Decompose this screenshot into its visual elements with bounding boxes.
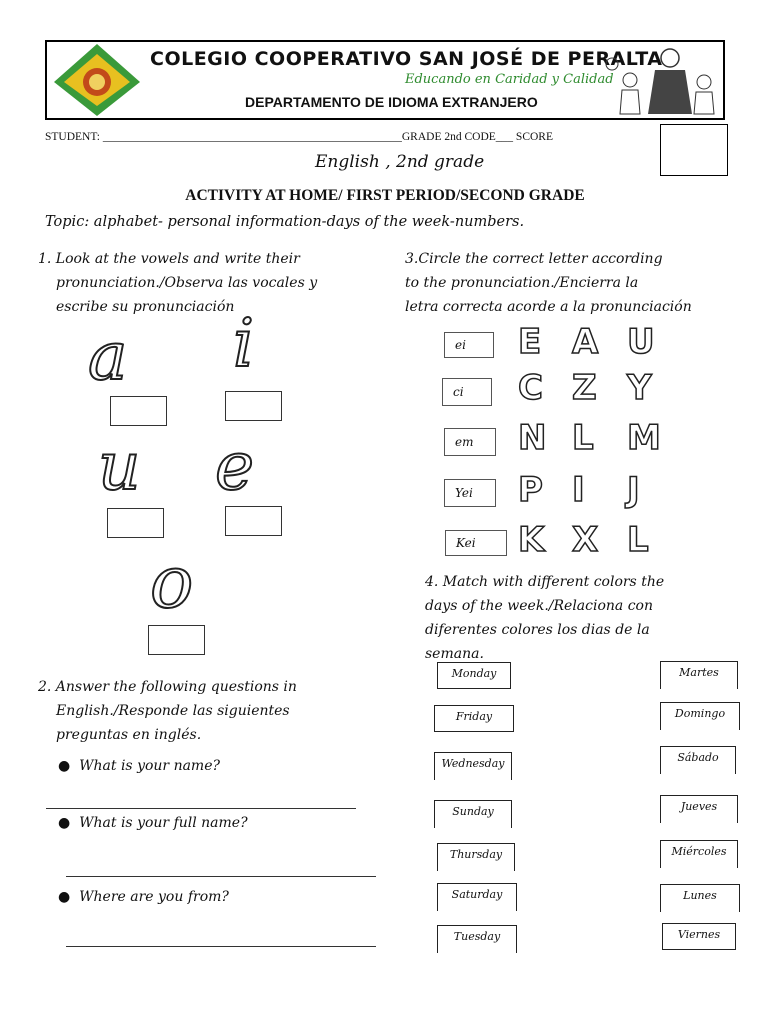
q3-line-1: 3.Circle the correct letter according bbox=[405, 251, 663, 267]
vowel-e: e bbox=[215, 428, 255, 505]
letter-option-m[interactable]: M bbox=[627, 418, 661, 458]
q4-line-2: days of the week./Relaciona con bbox=[425, 598, 653, 614]
vowel-o-answer-box[interactable] bbox=[148, 625, 205, 655]
answer-line-name[interactable] bbox=[46, 808, 356, 809]
day-english-saturday[interactable]: Saturday bbox=[437, 883, 517, 911]
day-spanish-miercoles[interactable]: Miércoles bbox=[660, 840, 738, 868]
day-english-thursday[interactable]: Thursday bbox=[437, 843, 515, 871]
day-english-sunday[interactable]: Sunday bbox=[434, 800, 512, 828]
letter-option-e[interactable]: E bbox=[518, 322, 542, 362]
q3-line-2: to the pronunciation./Encierra la bbox=[405, 275, 639, 291]
day-spanish-sabado[interactable]: Sábado bbox=[660, 746, 736, 774]
subject-subtitle: English , 2nd grade bbox=[315, 152, 485, 172]
shield-crest-logo-icon bbox=[50, 42, 145, 118]
question-1 bbox=[38, 247, 388, 319]
day-spanish-domingo[interactable]: Domingo bbox=[660, 702, 740, 730]
q1-line-3: escribe su pronunciación bbox=[56, 299, 235, 315]
letter-option-n[interactable]: N bbox=[518, 418, 547, 458]
letter-option-y[interactable]: Y bbox=[627, 368, 652, 408]
day-english-wednesday[interactable]: Wednesday bbox=[434, 752, 512, 780]
letter-option-c[interactable]: C bbox=[518, 368, 543, 408]
code-box-ci: ci bbox=[442, 378, 492, 406]
day-english-tuesday[interactable]: Tuesday bbox=[437, 925, 517, 953]
q2-line-1: 2. Answer the following questions in bbox=[38, 679, 297, 695]
score-box[interactable] bbox=[660, 124, 728, 176]
bullet-icon: ● bbox=[58, 889, 80, 905]
bullet-icon: ● bbox=[58, 758, 80, 774]
letter-option-u[interactable]: U bbox=[627, 322, 655, 362]
q1-line-2: pronunciation./Observa las vocales y bbox=[56, 275, 318, 291]
day-english-friday[interactable]: Friday bbox=[434, 705, 514, 732]
vowel-i: i bbox=[233, 305, 255, 382]
letter-option-x[interactable]: X bbox=[572, 520, 599, 560]
day-spanish-martes[interactable]: Martes bbox=[660, 661, 738, 689]
code-box-ei: ei bbox=[444, 332, 494, 358]
vowel-a: a bbox=[88, 318, 128, 395]
answer-line-full-name[interactable] bbox=[66, 876, 376, 877]
vowel-u: u bbox=[98, 428, 141, 505]
vowel-u-answer-box[interactable] bbox=[107, 508, 164, 538]
vowel-e-answer-box[interactable] bbox=[225, 506, 282, 536]
q1-line-1: 1. Look at the vowels and write their bbox=[38, 251, 300, 267]
q2-line-2: English./Responde las siguientes bbox=[56, 703, 290, 719]
department-name: DEPARTAMENTO DE IDIOMA EXTRANJERO bbox=[245, 94, 538, 110]
school-name: COLEGIO COOPERATIVO SAN JOSÉ DE PERALTA bbox=[150, 48, 663, 70]
q4-line-4: semana. bbox=[425, 646, 484, 662]
day-spanish-jueves[interactable]: Jueves bbox=[660, 795, 738, 823]
question-item-from bbox=[58, 889, 229, 905]
letter-option-k[interactable]: K bbox=[518, 520, 545, 560]
topic-line: Topic: alphabet- personal information-days of the week-numbers. bbox=[45, 214, 525, 230]
activity-title: ACTIVITY AT HOME/ FIRST PERIOD/SECOND GRADE bbox=[185, 187, 585, 204]
question-item-full-name bbox=[58, 815, 248, 831]
day-spanish-viernes[interactable]: Viernes bbox=[662, 923, 736, 950]
letter-option-p[interactable]: P bbox=[518, 470, 543, 510]
code-box-em: em bbox=[444, 428, 496, 456]
code-box-yei: Yei bbox=[444, 479, 496, 507]
priest-with-children-drawing-icon bbox=[600, 44, 722, 118]
q3-line-3: letra correcta acorde a la pronunciación bbox=[405, 299, 692, 315]
q2-line-3: preguntas en inglés. bbox=[56, 727, 202, 743]
code-box-kei: Kei bbox=[445, 530, 507, 556]
question-4 bbox=[425, 570, 755, 666]
question-from-text: Where are you from? bbox=[79, 889, 229, 905]
letter-option-l[interactable]: L bbox=[572, 418, 594, 458]
question-2 bbox=[38, 675, 378, 747]
answer-line-from[interactable] bbox=[66, 946, 376, 947]
letter-option-i[interactable]: I bbox=[572, 470, 585, 510]
q4-line-3: diferentes colores los dias de la bbox=[425, 622, 650, 638]
question-item-name bbox=[58, 758, 220, 774]
school-motto: Educando en Caridad y Calidad bbox=[405, 72, 614, 87]
question-3 bbox=[405, 247, 755, 319]
vowel-i-answer-box[interactable] bbox=[225, 391, 282, 421]
letter-option-z[interactable]: Z bbox=[572, 368, 597, 408]
letter-option-l[interactable]: L bbox=[627, 520, 649, 560]
letter-option-a[interactable]: A bbox=[572, 322, 599, 362]
student-info-line: STUDENT: ____________________________________________________GRADE 2nd CODE___ SCORE bbox=[45, 131, 553, 143]
question-name-text: What is your name? bbox=[79, 758, 220, 774]
day-spanish-lunes[interactable]: Lunes bbox=[660, 884, 740, 912]
letter-option-j[interactable]: J bbox=[627, 470, 640, 510]
question-full-name-text: What is your full name? bbox=[79, 815, 248, 831]
day-english-monday[interactable]: Monday bbox=[437, 662, 511, 689]
vowel-o: o bbox=[150, 540, 194, 624]
vowel-a-answer-box[interactable] bbox=[110, 396, 167, 426]
bullet-icon: ● bbox=[58, 815, 80, 831]
q4-line-1: 4. Match with different colors the bbox=[425, 574, 665, 590]
